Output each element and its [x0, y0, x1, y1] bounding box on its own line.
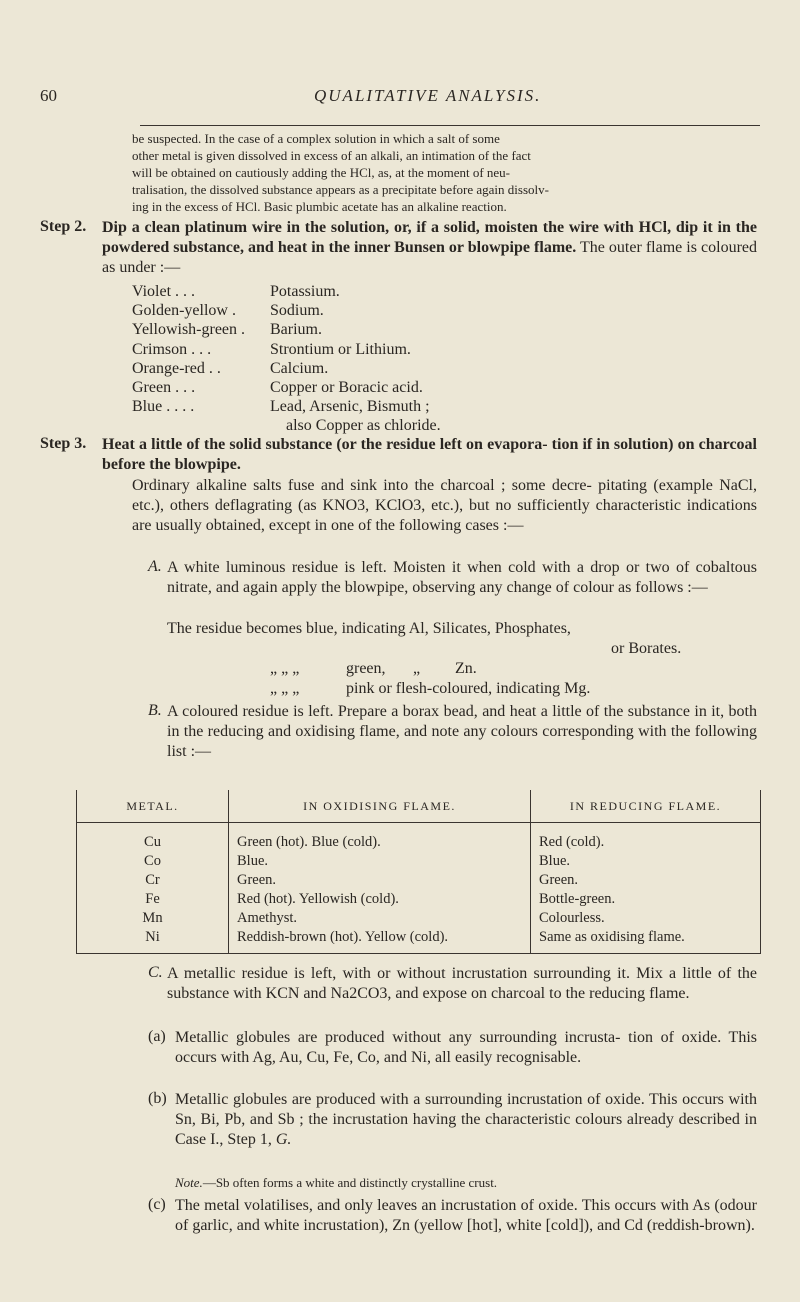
metal-cell: Cu: [77, 823, 229, 853]
oxidising-cell: Blue.: [229, 852, 531, 871]
flame-colour: Yellowish-green .: [132, 321, 246, 339]
oxidising-cell: Red (hot). Yellowish (cold).: [229, 890, 531, 909]
oxidising-cell: Reddish-brown (hot). Yellow (cold).: [229, 928, 531, 954]
table-row: [77, 890, 761, 909]
case-c-a-label: (a): [148, 1028, 166, 1045]
flame-element: Copper or Boracic acid.: [270, 378, 423, 396]
intro-line: will be obtained on cautiously adding the HCl, as, at the moment of neu-: [132, 165, 511, 180]
cobalt-green: green,: [346, 660, 386, 677]
note-label: Note.: [175, 1175, 203, 1190]
ditto-marks: „: [413, 660, 421, 677]
reducing-cell: Bottle-green.: [531, 890, 761, 909]
cobalt-blue-line-2: or Borates.: [611, 640, 682, 657]
case-c-b-text: [175, 1090, 757, 1150]
table-row: [77, 852, 761, 871]
flame-element: Sodium.: [270, 302, 324, 320]
step-2-bold-text: Dip a clean platinum wire in the solution, or, if a solid, moisten the wire with HCl, dip it in the powdered substance, and heat in the inner Bunsen or blowpipe flame.: [102, 219, 757, 256]
table-row: [77, 871, 761, 890]
running-title: QUALITATIVE ANALYSIS.: [314, 86, 542, 105]
table-row: [77, 909, 761, 928]
flame-colour-list: [132, 282, 752, 436]
case-c-a-text: Metallic globules are produced without any surrounding incrusta- tion of oxide. This occurs with Ag, Au, Cu, Fe, Co, and Ni, all easily recognisable.: [175, 1029, 757, 1066]
flame-row: [132, 282, 752, 301]
cobalt-blue-line: The residue becomes blue, indicating Al, Silicates, Phosphates,: [167, 620, 571, 637]
step-2-label: Step 2.: [40, 218, 87, 235]
flame-colour: Green . . .: [132, 378, 196, 396]
step-3-bold-text: Heat a little of the solid substance (or the residue left on evapora- tion if in solution) on charcoal before the blowpipe.: [102, 436, 757, 473]
step-3-paragraph: Ordinary alkaline salts fuse and sink into the charcoal ; some decre- pitating (example NaCl, etc.), others deflagrating (as KNO3, KClO3, etc.), but no sufficiently characteristic indications are usually obtained, except in one of the following cases :—: [132, 477, 757, 534]
metal-cell: Mn: [77, 909, 229, 928]
borax-bead-table: [76, 790, 761, 954]
reducing-cell: Blue.: [531, 852, 761, 871]
column-header: IN REDUCING FLAME.: [531, 790, 761, 823]
case-c-label: C.: [148, 964, 163, 981]
flame-row: [132, 301, 752, 320]
table-row: [77, 823, 761, 853]
metal-cell: Cr: [77, 871, 229, 890]
ditto-marks: „ „ „: [270, 660, 300, 677]
reducing-cell: Colourless.: [531, 909, 761, 928]
intro-line: tralisation, the dissolved substance appears as a precipitate before again dissolv-: [132, 182, 549, 197]
metal-cell: Fe: [77, 890, 229, 909]
flame-element: Barium.: [270, 321, 322, 339]
metal-cell: Co: [77, 852, 229, 871]
case-c-b-ref: G.: [275, 1131, 292, 1148]
case-a-label: A.: [148, 558, 162, 575]
case-a-text: A white luminous residue is left. Moisten it when cold with a drop or two of cobaltous nitrate, and again apply the blowpipe, observing any change of colour as follows :—: [167, 559, 757, 596]
case-c-text: A metallic residue is left, with or without incrustation surrounding it. Mix a little of the substance with KCN and Na2CO3, and expose on charcoal to the reducing flame.: [167, 965, 757, 1002]
intro-line: ing in the excess of HCl. Basic plumbic acetate has an alkaline reaction.: [132, 199, 507, 214]
case-c-b-label: (b): [148, 1090, 167, 1107]
oxidising-cell: Amethyst.: [229, 909, 531, 928]
intro-paragraph: [132, 130, 757, 215]
sb-note: [175, 1175, 497, 1191]
flame-element: Strontium or Lithium.: [270, 340, 411, 358]
flame-row: [132, 340, 752, 359]
cobalt-pink: pink or flesh-coloured, indicating Mg.: [346, 680, 591, 697]
step-3-label: Step 3.: [40, 435, 87, 452]
flame-element: Calcium.: [270, 359, 329, 377]
metal-cell: Ni: [77, 928, 229, 954]
flame-colour: Crimson . . .: [132, 340, 212, 358]
flame-row: [132, 397, 752, 416]
table-header-row: [77, 790, 761, 823]
step-2-instruction: [102, 218, 757, 278]
flame-colour: Orange-red . .: [132, 359, 221, 377]
reducing-cell: Red (cold).: [531, 823, 761, 853]
oxidising-cell: Green (hot). Blue (cold).: [229, 823, 531, 853]
flame-row: [132, 320, 752, 339]
table-row: [77, 928, 761, 954]
flame-continuation: also Copper as chloride.: [286, 417, 441, 435]
reducing-cell: Same as oxidising flame.: [531, 928, 761, 954]
case-b-label: B.: [148, 702, 162, 719]
flame-colour: Golden-yellow .: [132, 302, 236, 320]
step-2-normal-text: The outer flame is coloured as under :—: [102, 239, 757, 276]
flame-row: [132, 416, 752, 435]
header-rule: [140, 125, 760, 126]
flame-colour: Blue . . . .: [132, 398, 195, 416]
flame-element: Lead, Arsenic, Bismuth ;: [270, 398, 430, 416]
intro-line: be suspected. In the case of a complex solution in which a salt of some: [132, 131, 500, 146]
case-c-b-body: Metallic globules are produced with a surrounding incrustation of oxide. This occurs with Sn, Bi, Pb, and Sb ; the incrustation having the characteristic colours already described in Case I., Step 1,: [175, 1091, 757, 1148]
case-c-c-text: The metal volatilises, and only leaves an incrustation of oxide. This occurs with As (odour of garlic, and white incrustation), Zn (yellow [hot], white [cold]), and Cd (reddish-brown).: [175, 1197, 757, 1234]
reducing-cell: Green.: [531, 871, 761, 890]
page-number: 60: [40, 86, 57, 105]
column-header: METAL.: [77, 790, 229, 823]
flame-element: Potassium.: [270, 283, 340, 300]
intro-line: other metal is given dissolved in excess of an alkali, an intimation of the fact: [132, 148, 531, 163]
flame-row: [132, 378, 752, 397]
cobalt-green-metal: Zn.: [455, 660, 477, 677]
case-c-c-label: (c): [148, 1196, 166, 1213]
ditto-marks: „ „ „: [270, 680, 300, 697]
case-b-text: A coloured residue is left. Prepare a borax bead, and heat a little of the substance in it, both in the reducing and oxidising flame, and note any colours corresponding with the following list :—: [167, 703, 757, 760]
column-header: IN OXIDISING FLAME.: [229, 790, 531, 823]
flame-row: [132, 359, 752, 378]
oxidising-cell: Green.: [229, 871, 531, 890]
flame-colour: Violet . . .: [132, 283, 196, 300]
note-text: —Sb often forms a white and distinctly crystalline crust.: [202, 1175, 498, 1190]
